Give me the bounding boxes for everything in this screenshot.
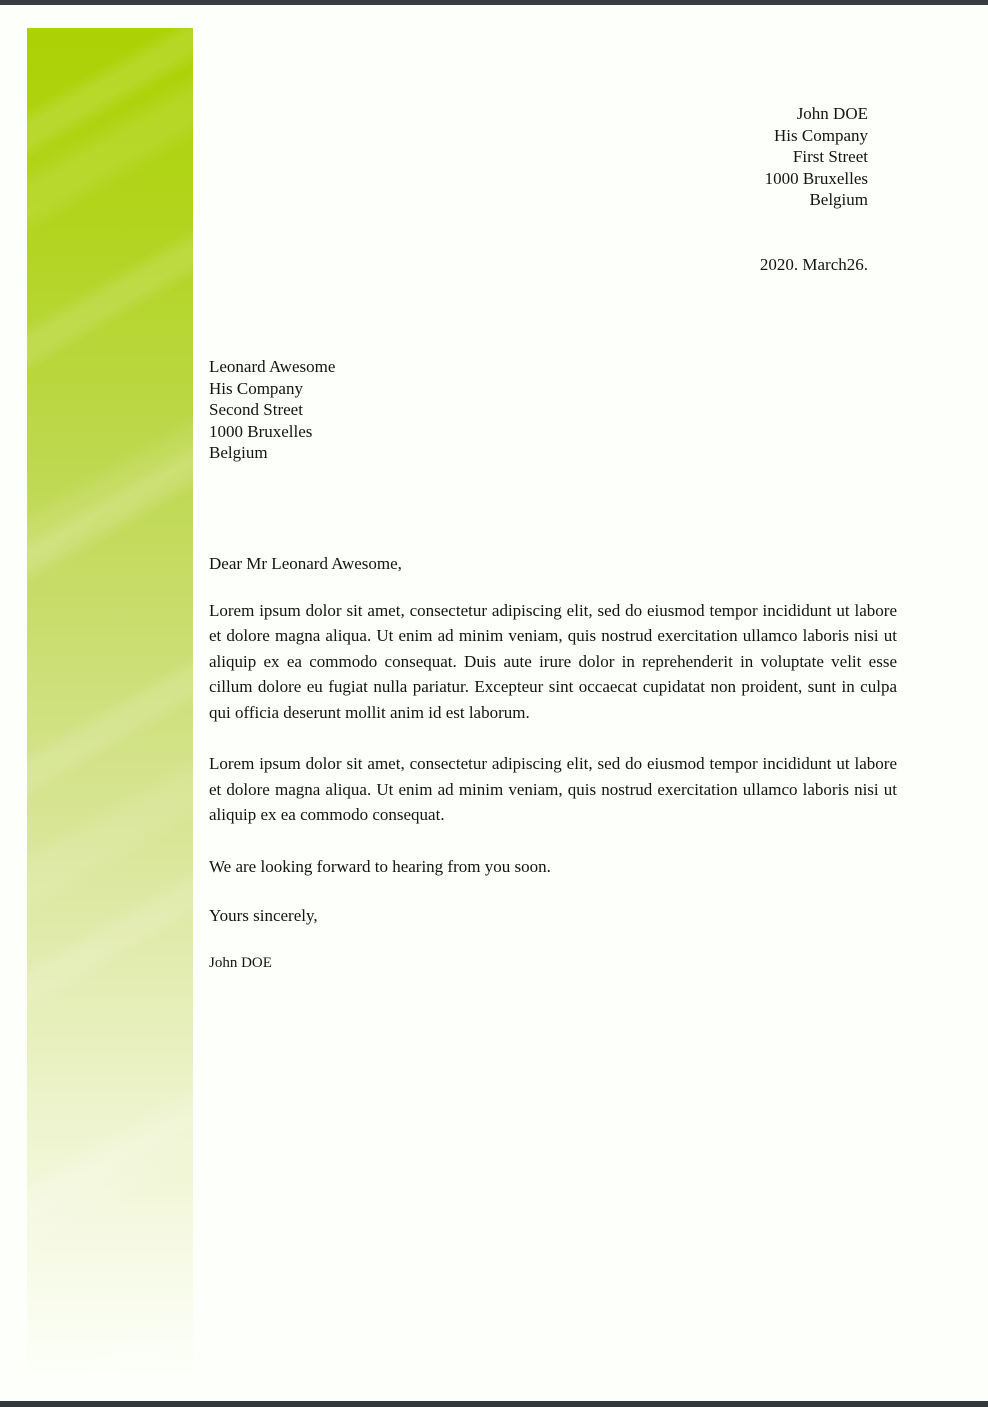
closing-line: Yours sincerely, (209, 906, 318, 925)
page-top-border (0, 0, 988, 5)
recipient-address-block (209, 356, 335, 464)
body-paragraph-1: Lorem ipsum dolor sit amet, consectetur adipiscing elit, sed do eiusmod tempor incididunt ut labore et dolore magna aliqua. Ut enim ad minim veniam, quis nostrud exercitation ullamco laboris nisi ut aliquip ex ea commodo consequat. Duis aute irure dolor in reprehenderit in voluptate velit esse cillum dolore eu fugiat nulla pariatur. Excepteur sint occaecat cupidatat non proident, sunt in culpa qui officia deserunt mollit anim id est laborum. (209, 600, 897, 722)
sender-address-block (765, 103, 868, 211)
sender-street: First Street (792, 147, 868, 166)
recipient-city: 1000 Bruxelles (209, 421, 313, 441)
green-gradient-sidebar (27, 28, 193, 1380)
body-paragraph-2: Lorem ipsum dolor sit amet, consectetur adipiscing elit, sed do eiusmod tempor incididunt ut labore et dolore magna aliqua. Ut enim ad minim veniam, quis nostrud exercitation ullamco laboris nisi ut aliquip ex ea commodo consequat. (209, 754, 897, 824)
recipient-name: Leonard Awesome (209, 357, 336, 376)
recipient-country: Belgium (209, 443, 268, 462)
recipient-company: His Company (209, 378, 303, 398)
salutation: Dear Mr Leonard Awesome, (209, 554, 402, 573)
body-paragraph-3: We are looking forward to hearing from you soon. (209, 856, 551, 876)
sender-company: His Company (774, 125, 868, 145)
letter-date: 2020. March26. (759, 255, 868, 274)
sender-country: Belgium (809, 190, 868, 209)
page-bottom-border (0, 1401, 988, 1407)
signature-name: John DOE (209, 954, 272, 971)
recipient-street: Second Street (209, 400, 303, 419)
letter-body (209, 551, 897, 974)
sender-name: John DOE (796, 104, 868, 123)
sender-city: 1000 Bruxelles (764, 168, 868, 188)
